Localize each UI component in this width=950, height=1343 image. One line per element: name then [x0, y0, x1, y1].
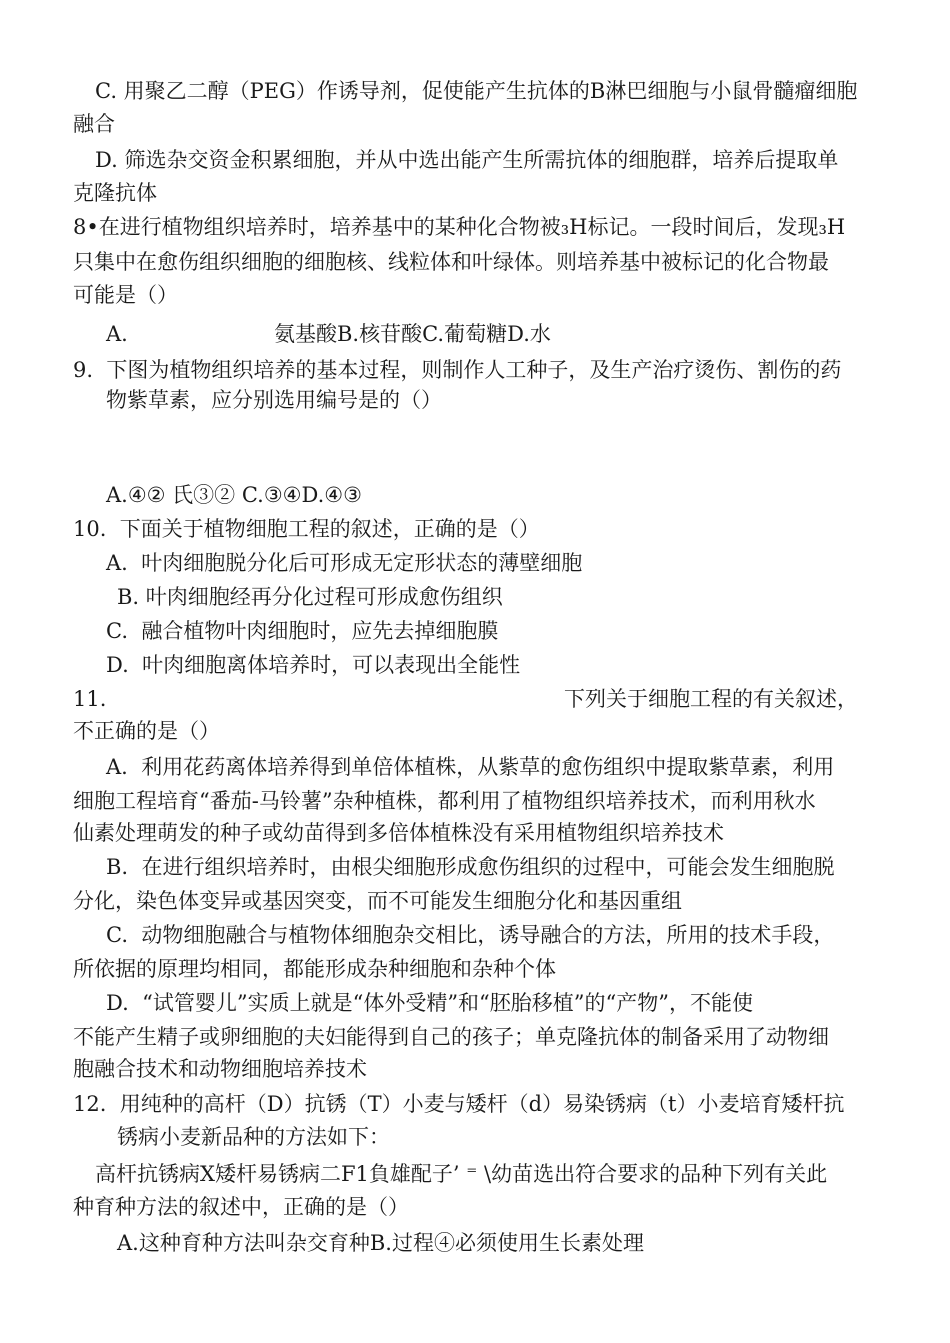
- answer-option: B. 叶肉细胞经再分化过程可形成愈伤组织: [117, 585, 503, 609]
- text-line: 所依据的原理均相同，都能形成杂种细胞和杂种个体: [73, 957, 556, 981]
- text-line: 细胞工程培育“番茄-马铃薯”杂种植株，都利用了植物组织培养技术，而利用秋水: [73, 789, 816, 813]
- question-title: 12. 用纯种的高杆（D）抗锈（T）小麦与矮杆（d）易染锈病（t）小麦培育矮杆抗: [73, 1092, 845, 1116]
- answer-option: C. 动物细胞融合与植物体细胞杂交相比，诱导融合的方法，所用的技术手段，: [106, 923, 835, 947]
- text-line: 分化，染色体变异或基因突变，而不可能发生细胞分化和基因重组: [73, 889, 682, 913]
- text-line: 可能是（）: [73, 283, 178, 307]
- text-line: 克隆抗体: [73, 181, 157, 205]
- question-title: 10. 下面关于植物细胞工程的叙述，正确的是（）: [73, 517, 540, 541]
- answer-option: D. 叶肉细胞离体培养时，可以表现出全能性: [106, 653, 521, 677]
- question-title: 下列关于细胞工程的有关叙述，: [564, 687, 858, 711]
- text-line: 锈病小麦新品种的方法如下：: [117, 1125, 390, 1149]
- text-line: 只集中在愈伤组织细胞的细胞核、线粒体和叶绿体。则培养基中被标记的化合物最: [73, 250, 829, 274]
- text-line: C. 用聚乙二醇（PEG）作诱导剂，促使能产生抗体的B淋巴细胞与小鼠骨髓瘤细胞: [95, 79, 858, 103]
- text-line: 仙素处理萌发的种子或幼苗得到多倍体植株没有采用植物组织培养技术: [73, 821, 724, 845]
- text-line: 种育种方法的叙述中，正确的是（）: [73, 1195, 409, 1219]
- answer-option: D. “试管婴儿”实质上就是“体外受精”和“胚胎移植”的“产物”，不能使: [106, 991, 753, 1015]
- text-line: 融合: [73, 112, 115, 136]
- answer-options: 氨基酸B.核苷酸C.葡萄糖D.水: [274, 322, 551, 346]
- question-number: 11.: [73, 687, 107, 711]
- answer-option: A. 叶肉细胞脱分化后可形成无定形状态的薄壁细胞: [106, 551, 583, 575]
- text-line: 不正确的是（）: [73, 719, 220, 743]
- answer-option: A. 利用花药离体培养得到单倍体植株，从紫草的愈伤组织中提取紫草素，利用: [106, 755, 835, 779]
- answer-option-label: A.: [106, 322, 128, 346]
- answer-options: A.④② 氏③② C.③④D.④③: [106, 483, 362, 507]
- answer-option: B. 在进行组织培养时，由根尖细胞形成愈伤组织的过程中，可能会发生细胞脱: [106, 855, 835, 879]
- text-line: 9. 下图为植物组织培养的基本过程，则制作人工种子，及生产治疗烫伤、割伤的药: [73, 358, 842, 382]
- text-line: 物紫草素，应分别选用编号是的（）: [106, 388, 442, 412]
- text-line: 胞融合技术和动物细胞培养技术: [73, 1057, 367, 1081]
- text-line: 8•在进行植物组织培养时，培养基中的某种化合物被₃H标记。一段时间后，发现₃H: [73, 215, 846, 239]
- text-line: D. 筛选杂交资金积累细胞，并从中选出能产生所需抗体的细胞群，培养后提取单: [95, 148, 839, 172]
- answer-options: A.这种育种方法叫杂交育种B.过程④必须使用生长素处理: [117, 1231, 644, 1255]
- answer-option: C. 融合植物叶肉细胞时，应先去掉细胞膜: [106, 619, 499, 643]
- text-line: 高杆抗锈病X矮杆易锈病二F1負雄配子’ ⁼ \幼苗选出符合要求的品种下列有关此: [95, 1162, 828, 1186]
- text-line: 不能产生精子或卵细胞的夫妇能得到自己的孩子；单克隆抗体的制备采用了动物细: [73, 1025, 829, 1049]
